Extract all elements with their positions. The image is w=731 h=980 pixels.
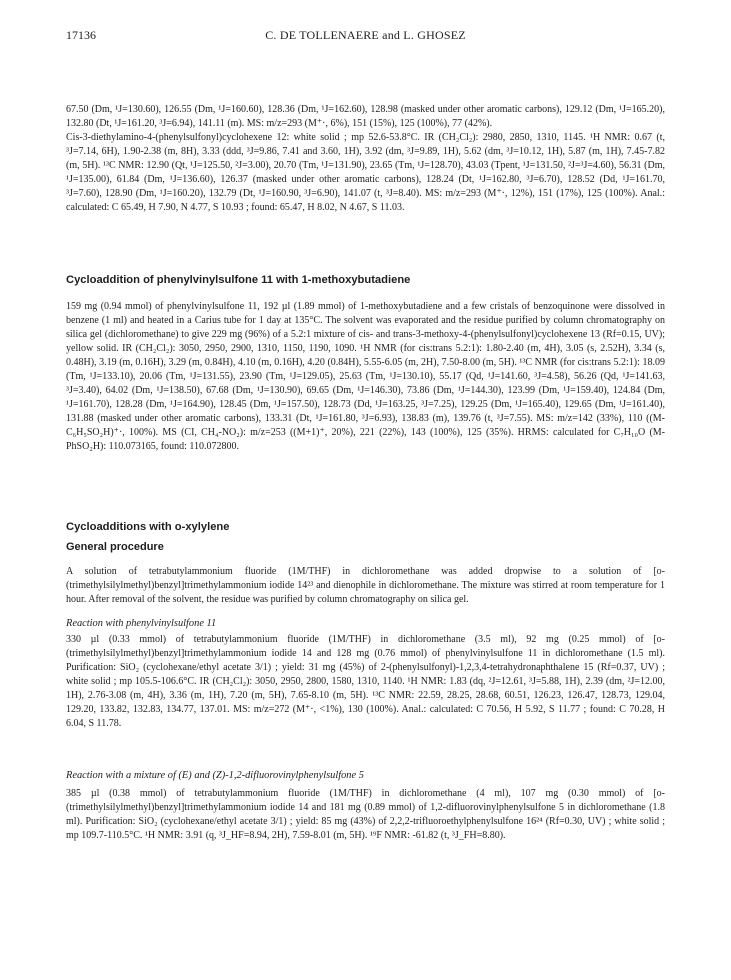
paragraph-compound-12: Cis-3-diethylamino-4-(phenylsulfonyl)cyclohexene 12: white solid ; mp 52.6-53.8°C. IR (CH₂Cl₂): 2980, 2850, 1310, 1145. ¹H NMR: 0.67 (t, ³J=7.14, 6H), 1.90-2.38 (m, 8H), 3.33 (ddd, ³J=9.86, 7.41 and 3.60, 1H), 3.92 (dm, ³J=9.89, 1H), 5.62 (dm, ³J=10.12, 1H), 5.87 (m, 1H), 7.45-7.82 (m, 5H). ¹³C NMR: 12.90 (Qt, ¹J=125.50, ²J=3.00), 20.70 (Tm, ¹J=131.90), 23.65 (Tm, ¹J=128.70), 43.03 (Tpent, ¹J=131.50, ²J=³J=4.60), 56.31 (Dm, ¹J=135.00), 61.84 (Dm, ¹J=136.60), 126.37 (masked under other aromatic carbons), 128.24 (Dt, ¹J=162.80, ³J=6.70), 128.52 (Dd, ¹J=161.70, ³J=7.60), 128.90 (Dm, ¹J=160.20), 132.79 (Dt, ¹J=160.90, ³J=6.90), 141.07 (t, ³J=8.40). MS: m/z=293 (M⁺·, 12%), 151 (17%), 125 (100%). Anal.: calculated: C 65.49, H 7.90, N 4.77, S 10.93 ; found: 65.47, H 8.02, N 4.67, S 11.03. [66,132,665,213]
subheading-reaction-difluorovinylsulfone: Reaction with a mixture of (E) and (Z)-1,2-difluorovinylphenylsulfone 5 [66,770,364,781]
paragraph-cycloaddition-procedure: 159 mg (0.94 mmol) of phenylvinylsulfone 11, 192 µl (1.89 mmol) of 1-methoxybutadiene and a few cristals of benzoquinone were dissolved in benzene (1 ml) and heated in a Carius tube for 1 day at 135°C. The solvent was evaporated and the residue purified by column chromatography on silica gel (dichloromethane) to give 229 mg (96%) of a 5.2:1 mixture of cis- and trans-3-methoxy-4-(phenylsulfonyl)cyclohexene 13 (Rf=0.15, UV); yellow solid. IR (CH₂Cl₂): 3050, 2950, 2900, 1310, 1150, 1190, 1090. ¹H NMR (for cis:trans 5.2:1): 1.80-2.40 (m, 4H), 3.05 (s, 2.52H), 3.34 (s, 0.48H), 3.19 (m, 0.16H), 3.29 (m, 0.84H), 4.10 (m, 0.16H), 4.20 (0.84H), 5.55-6.05 (m, 2H), 7.50-8.00 (m, 5H). ¹³C NMR (for cis:trans 5.2:1): 18.09 (Tm, ¹J=133.10), 20.06 (Tm, ¹J=131.55), 23.90 (Tm, ¹J=129.05), 25.63 (Tm, ¹J=130.10), 55.17 (Qd, ¹J=141.60, ³J=4.58), 56.26 (Qd, ¹J=141.63, ³J=3.40), 64.02 (Dm, ¹J=138.50), 67.68 (Dm, ¹J=130.90), 69.65 (Dm, ¹J=146.30), 73.86 (Dm, ¹J=144.30), 123.99 (Dm, ¹J=159.40), 124.84 (Dm, ¹J=161.70), 128.28 (Dm, ¹J=164.90), 128.45 (Dm, ¹J=157.50), 128.73 (Dd, ¹J=163.25, ³J=7.25), 129.25 (Dm, ¹J=165.40), 129.65 (Dm, ¹J=161.40), 131.88 (masked under other aromatic carbons), 133.31 (Dt, ¹J=161.80, ³J=6.93), 138.83 (m), 139.76 (t, ³J=7.55). MS: m/z=142 (33%), 110 ((M-C₆H₅SO₂H)⁺·, 100%). MS (CI, CH₄-NO₂): m/z=253 ((M+1)⁺, 20%), 221 (22%), 143 (100%), 125 (35%). HRMS: calculated for C₇H₁₀O (M-PhSO₂H): 110.073165, found: 110.072800. [66,301,665,452]
paragraph-reaction-difluorovinylsulfone: 385 µl (0.38 mmol) of tetrabutylammonium fluoride (1M/THF) in dichloromethane (4 ml), 107 mg (0.30 mmol) of [o-(trimethylsilylmethyl)benzyl]trimethylammonium iodide 14 and 181 mg (0.89 mmol) of 1,2-difluorovinylphenylsulfone 5 in dichloromethane (1.8 ml). Purification: SiO₂ (cyclohexane/ethyl acetate 3/1) ; yield: 85 mg (43%) of 2,2,2-trifluoroethylphenylsulfone 16²⁴ (Rf=0.30, UV) ; white solid ; mp 109.7-110.5°C. ¹H NMR: 3.91 (q, ³J_HF=8.94, 2H), 7.59-8.01 (m, 5H). ¹⁹F NMR: -61.82 (t, ³J_FH=8.80). [66,788,665,841]
page-number: 17136 [66,28,96,42]
running-head: C. DE TOLLENAERE and L. GHOSEZ [265,28,466,42]
section-heading-o-xylylene: Cycloadditions with o-xylylene [66,521,230,533]
paragraph-nmr-continuation: 67.50 (Dm, ¹J=130.60), 126.55 (Dm, ¹J=160.60), 128.36 (Dm, ¹J=162.60), 128.98 (masked under other aromatic carbons), 129.12 (Dm, ¹J=165.20), 132.80 (Dt, ¹J=161.20, ³J=6.94), 141.11 (m). MS: m/z=293 (M⁺·, 6%), 151 (15%), 125 (100%), 77 (42%). [66,104,665,129]
section-heading-cycloaddition-methoxybutadiene: Cycloaddition of phenylvinylsulfone 11 with 1-methoxybutadiene [66,274,411,286]
subheading-reaction-phenylvinylsulfone: Reaction with phenylvinylsulfone 11 [66,618,217,629]
paragraph-reaction-phenylvinylsulfone: 330 µl (0.33 mmol) of tetrabutylammonium fluoride (1M/THF) in dichloromethane (3.5 ml), 92 mg (0.25 mmol) of [o-(trimethylsilylmethyl)benzyl]trimethylammonium iodide 14 and 128 mg (0.76 mmol) of phenylvinylsulfone 11 in dichloromethane (1.5 ml). Purification: SiO₂ (cyclohexane/ethyl acetate 3/1) ; yield: 31 mg (45%) of 2-(phenylsulfonyl)-1,2,3,4-tetrahydronaphthalene 15 (Rf=0.37, UV) ; white solid ; mp 105.5-106.6°C. IR (CH₂Cl₂): 3050, 2950, 2800, 1580, 1310, 1140. ¹H NMR: 1.83 (dq, ²J=12.61, ³J=5.88, 1H), 2.39 (dm, ²J=12.00, 1H), 2.76-3.08 (m, 4H), 3.36 (m, 1H), 7.20 (m, 5H), 7.65-8.10 (m, 5H). ¹³C NMR: 22.59, 28.25, 28.68, 60.51, 126.23, 126.47, 128.73, 129.04, 129.20, 133.82, 132.83, 134.77, 137.01. MS: m/z=272 (M⁺·, <1%), 130 (100%). Anal.: calculated: C 70.56, H 5.92, S 11.77 ; found: C 70.28, H 6.04, S 11.78. [66,634,665,729]
subsection-heading-general-procedure: General procedure [66,541,164,553]
paragraph-general-procedure: A solution of tetrabutylammonium fluoride (1M/THF) in dichloromethane was added dropwise to a solution of [o-(trimethylsilylmethyl)benzyl]trimethylammonium iodide 14²³ and dienophile in dichloromethane. The mixture was stirred at room temperature for 1 hour. After removal of the solvent, the residue was purified by column chromatography on silica gel. [66,566,665,605]
